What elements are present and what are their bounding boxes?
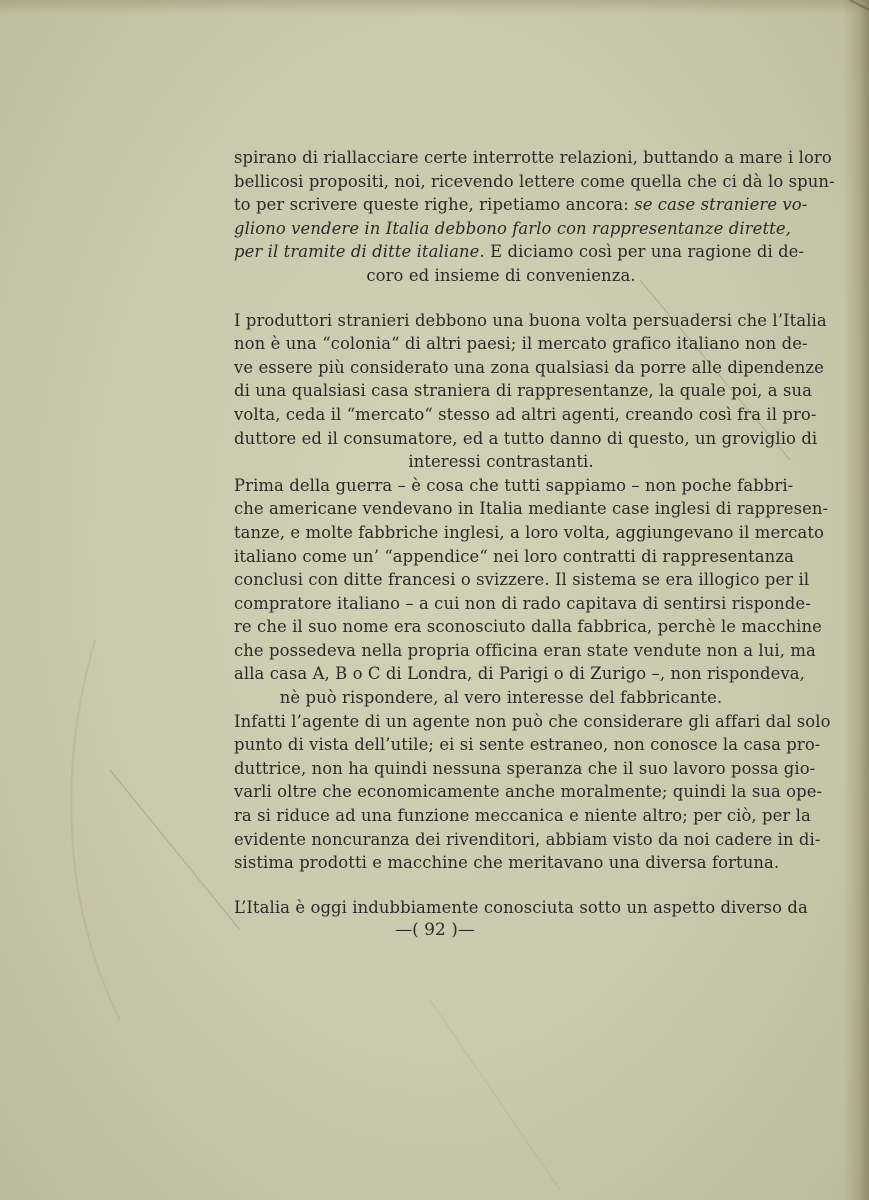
text-line: di una qualsiasi casa straniera di rappresentanze, la quale poi, a sua (234, 381, 813, 401)
text-line (234, 193, 808, 217)
text-line: duttore ed il consumatore, ed a tutto danno di questo, un groviglio di (234, 428, 818, 448)
text-line: nè può rispondere, al vero interesse del fabbricante. (279, 688, 723, 708)
text-line: varli oltre che economicamente anche moralmente; quindi la sua ope- (234, 782, 823, 802)
text-line: I produttori stranieri debbono una buona volta persuadersi che l’Italia (234, 310, 827, 330)
paragraph-4 (234, 710, 831, 875)
italic-span: gliono vendere in Italia debbono farlo con rappresentanze dirette, (234, 218, 791, 238)
page-top-shadow (0, 0, 869, 14)
italic-span: se case straniere vo- (634, 195, 808, 215)
text-span: . E diciamo così per una ragione di de- (479, 242, 805, 262)
text-line: volta, ceda il “mercato“ stesso ad altri agenti, creando così fra il pro- (234, 404, 817, 424)
text-line: alla casa A, B o C di Londra, di Parigi o di Zurigo –, non rispondeva, (234, 664, 805, 684)
text-line: L’Italia è oggi indubbiamente conosciuta sotto un aspetto diverso da (234, 897, 808, 917)
text-line: sistima prodotti e macchine che meritavano una diversa fortuna. (234, 853, 780, 873)
text-line: interessi contrastanti. (408, 452, 594, 472)
paragraph-5 (234, 896, 808, 920)
text-line: tanze, e molte fabbriche inglesi, a loro volta, aggiungevano il mercato (234, 522, 824, 542)
text-line (234, 217, 791, 241)
italic-span: per il tramite di ditte italiane (234, 242, 480, 262)
text-line: evidente noncuranza dei rivenditori, abbiam visto da noi cadere in di- (234, 829, 821, 849)
text-line: punto di vista dell’utile; ei si sente estraneo, non conosce la casa pro- (234, 735, 821, 755)
page-right-edge (843, 0, 869, 1200)
paragraph-2 (234, 309, 827, 474)
text-line: ve essere più considerato una zona qualsiasi da porre alle dipendenze (234, 357, 824, 377)
text-line: re che il suo nome era sconosciuto dalla fabbrica, perchè le macchine (234, 617, 822, 637)
text-line: non è una “colonia“ di altri paesi; il mercato grafico italiano non de- (234, 334, 808, 354)
text-line: spirano di riallacciare certe interrotte relazioni, buttando a mare i loro (234, 148, 832, 167)
page-number: —( 92 )— (395, 920, 475, 940)
text-line: Prima della guerra – è cosa che tutti sappiamo – non poche fabbri- (234, 475, 794, 495)
text-line: duttrice, non ha quindi nessuna speranza che il suo lavoro possa gio- (234, 758, 816, 778)
paragraph-1 (234, 146, 835, 288)
text-line: ra si riduce ad una funzione meccanica e niente altro; per ciò, per la (234, 806, 811, 826)
text-line: italiano come un’ “appendice“ nei loro contratti di rappresentanza (234, 546, 794, 566)
text-line (234, 240, 805, 264)
text-line: che americane vendevano in Italia mediante case inglesi di rappresen- (234, 499, 829, 519)
text-line: che possedeva nella propria officina eran state vendute non a lui, ma (234, 640, 816, 660)
text-line: Infatti l’agente di un agente non può che considerare gli affari dal solo (234, 711, 831, 731)
text-span: to per scrivere queste righe, ripetiamo ancora: (234, 195, 635, 215)
text-line: coro ed insieme di convenienza. (366, 265, 636, 285)
text-line: conclusi con ditte francesi o svizzere. Il sistema se era illogico per il (234, 570, 810, 590)
body-text (234, 146, 835, 919)
text-line: compratore italiano – a cui non di rado capitava di sentirsi risponde- (234, 593, 811, 613)
text-line: bellicosi propositi, noi, ricevendo lettere come quella che ci dà lo spun- (234, 171, 835, 191)
paragraph-gap (234, 288, 768, 309)
paragraph-gap (234, 875, 768, 896)
paragraph-3 (234, 474, 829, 710)
